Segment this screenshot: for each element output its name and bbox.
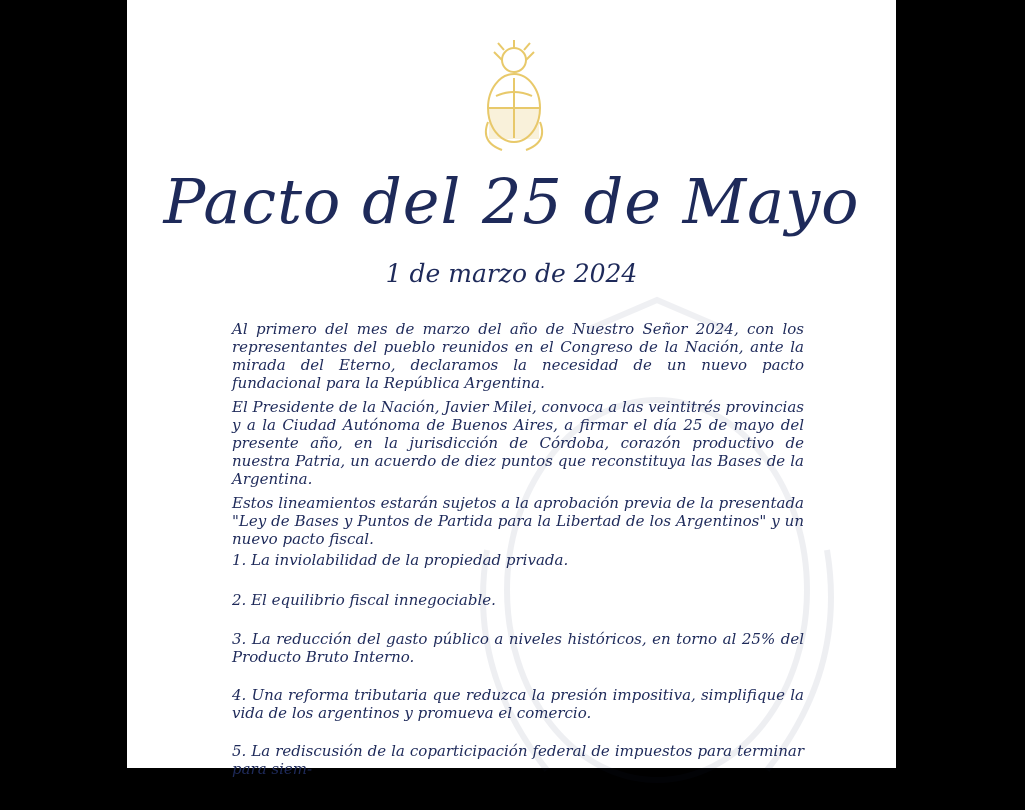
document-date: 1 de marzo de 2024 [385, 259, 638, 288]
list-item: 3. La reducción del gasto público a niveles históricos, en torno al 25% del Producto Bruto Interno. [232, 630, 804, 666]
list-item: 2. El equilibrio fiscal innegociable. [232, 591, 496, 609]
paragraph-preamble: Al primero del mes de marzo del año de Nuestro Señor 2024, con los representantes del pueblo reunidos en el Congreso de la Nación, ante la mirada del Eterno, declaramos la necesidad de un nuevo pacto fundacional para la República Argentina. [232, 320, 804, 392]
coat-of-arms-emblem [474, 38, 554, 158]
list-item: 4. Una reforma tributaria que reduzca la presión impositiva, simplifique la vida de los argentinos y promueva el comercio. [232, 686, 804, 722]
document-title: Pacto del 25 de Mayo [163, 165, 860, 238]
list-item: 5. La rediscusión de la coparticipación federal de impuestos para terminar para siem- [232, 742, 804, 778]
document-page [127, 0, 896, 778]
paragraph-convocation: El Presidente de la Nación, Javier Milei, convoca a las veintitrés provincias y a la Ciudad Autónoma de Buenos Aires, a firmar el día 25 de mayo del presente año, en la jurisdicción de Córdoba, corazón productivo de nuestra Patria, un acuerdo de diez puntos que reconstituya las Bases de la Argentina. [232, 398, 804, 488]
paragraph-conditions: Estos lineamientos estarán sujetos a la aprobación previa de la presentada "Ley de Bases y Puntos de Partida para la Libertad de los Argentinos" y un nuevo pacto fiscal. [232, 494, 804, 548]
list-item: 1. La inviolabilidad de la propiedad privada. [232, 551, 569, 569]
